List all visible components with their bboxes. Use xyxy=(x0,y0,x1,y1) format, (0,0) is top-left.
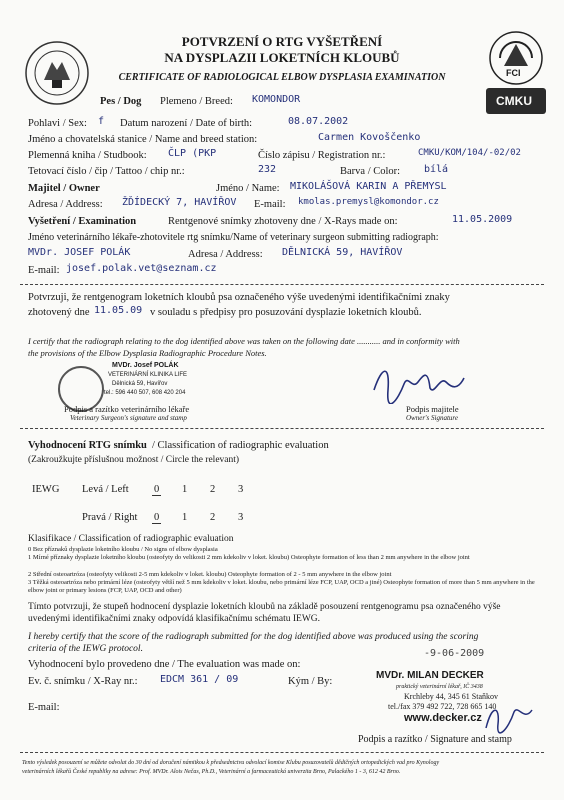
xray-date-label: Rentgenové snímky zhotoveny dne / X-Rays made on: xyxy=(168,216,398,227)
owner-email-label: E-mail: xyxy=(254,199,286,210)
eval-email-label: E-mail: xyxy=(28,702,60,713)
classification-title: Klasifikace / Classification of radiographic evaluation xyxy=(28,534,234,544)
by-label: Kým / By: xyxy=(288,676,333,687)
owner-email-value: kmolas.premysl@komondor.cz xyxy=(298,197,439,207)
stamp-line2: VETERINÁRNÍ KLINIKA LIFE xyxy=(108,372,188,378)
decker-name: MVDr. MILAN DECKER xyxy=(376,670,484,681)
vet-address-label: Adresa / Address: xyxy=(188,249,263,260)
right-grade-0: 0 xyxy=(154,512,160,523)
left-label: Levá / Left xyxy=(82,484,129,495)
eval-date-label: Vyhodnocení bylo provedeno dne / The evaluation was made on: xyxy=(28,659,301,670)
tattoo-label: Tetovací číslo / čip / Tattoo / chip nr.: xyxy=(28,166,185,177)
divider-1 xyxy=(20,284,544,285)
footer-line2: veterinárních lékařů České republiky na adrese: Prof. MVDr. Alois Nečas, Ph.D., Veterinární a farmaceutická univerzita Brno, Palackého 1 - 3, 612 42 Brno. xyxy=(22,769,401,775)
owner-name-value: MIKOLÁŠOVÁ KARIN A PŘEMYSL xyxy=(290,181,447,192)
right-grade-1: 1 xyxy=(182,512,188,523)
vet-signature-label-en: Veterinary Surgeon's signature and stamp xyxy=(70,414,187,422)
decker-web: www.decker.cz xyxy=(404,712,482,724)
cmku-logo xyxy=(486,88,546,114)
owner-signature-label-en: Owner's Signature xyxy=(406,414,458,422)
title-line2: NA DYSPLAZII LOKETNÍCH KLOUBŮ xyxy=(164,50,400,65)
confirm-cz-date: 11.05.09 xyxy=(94,305,143,316)
confirm-en-line2: the provisions of the Elbow Dysplasia Radiographic Procedure Notes. xyxy=(28,348,267,358)
decker-addr: Krchleby 44, 345 61 Staňkov xyxy=(404,692,498,701)
dog-name-label: Jméno a chovatelská stanice / Name and breed station: xyxy=(28,134,258,145)
right-label: Pravá / Right xyxy=(82,512,138,523)
stamp-line3: Dělnická 59, Havířov xyxy=(112,381,168,387)
evaluation-hint: (Zakroužkujte příslušnou možnost / Circle the relevant) xyxy=(28,455,240,465)
decker-signature-scribble xyxy=(480,700,540,736)
fci-logo-text: FCI xyxy=(506,68,521,78)
tattoo-value: 232 xyxy=(258,164,277,175)
evaluation-title: Vyhodnocení RTG snímku xyxy=(28,440,147,451)
class-1: 1 Mírné příznaky dysplazie loketního kloubu (osteofyty do velikosti 2 mm kdekoliv v loket. kloubu) Osteophyte formation of less than 2 mm anywhere in the elbow joint xyxy=(28,554,470,561)
left-grade-0: 0 xyxy=(154,484,160,495)
owner-name-label: Jméno / Name: xyxy=(216,183,280,194)
confirm-cz-line1: Potvrzuji, že rentgenogram loketních kloubů psa označeného výše uvedenými identifikačními znaky xyxy=(28,292,450,303)
color-value: bílá xyxy=(424,164,449,175)
stamp-line4: tel.: 596 440 507, 608 420 204 xyxy=(104,390,186,396)
xray-nr-label: Ev. č. snímku / X-Ray nr.: xyxy=(28,676,138,687)
decker-sub: praktický veterinární lékař, IČ 3438 xyxy=(396,684,483,690)
vet-email-label: E-mail: xyxy=(28,265,60,276)
confirm-cz-line2b: v souladu s předpisy pro posuzování dysplazie loketních kloubů. xyxy=(150,307,422,318)
breed-label: Plemeno / Breed: xyxy=(160,96,233,107)
footer-line1: Tento výsledek posouzení se můžete odvolat do 30 dní od doručení námitkou k předsednictvu odvolací komise Klubu posuzovatelů dědičných ortopedických vad pro Kynology xyxy=(22,760,440,766)
vet-signature-label: Podpis a razítko veterinárního lékaře xyxy=(64,404,190,414)
iewg-label: IEWG xyxy=(32,484,60,495)
right-grade-3: 3 xyxy=(238,512,244,523)
subtitle-en: CERTIFICATE OF RADIOLOGICAL ELBOW DYSPLASIA EXAMINATION xyxy=(118,72,446,83)
dob-value: 08.07.2002 xyxy=(288,116,349,127)
owner-address-value: ŽĎÍDECKÝ 7, HAVÍŘOV xyxy=(122,197,237,208)
divider-2 xyxy=(20,428,544,429)
divider-3 xyxy=(20,752,544,753)
statement-cz1: Tímto potvrzuji, že stupeň hodnocení dysplazie loketních kloubů na základě posouzení rentgenogramu psa označeného výše xyxy=(28,602,501,612)
stamp-line1: MVDr. Josef POLÁK xyxy=(112,362,179,369)
class-2: 2 Střední osteoartróza (osteofyty velikosti 2-5 mm kdekoliv v loket. kloubu) Osteophyte formation of 2 - 5 mm anywhere in the elbow joint xyxy=(28,571,392,578)
cmku-logo-text: CMKU xyxy=(496,94,532,108)
class-0: 0 Bez příznaků dysplazie loketního kloubu / No signs of elbow dysplasia xyxy=(28,546,218,553)
vet-address-value: DĚLNICKÁ 59, HAVÍŘOV xyxy=(282,247,403,258)
vet-name-label: Jméno veterinárního lékaře-zhotovitele rtg snímku/Name of veterinary surgeon submitting radiograph: xyxy=(28,232,439,243)
dog-name-value: Carmen Kovoščenko xyxy=(318,132,421,143)
left-grade-2: 2 xyxy=(210,484,216,495)
statement-en1: I hereby certify that the score of the radiograph submitted for the dog identified above was produced using the scoring xyxy=(28,632,479,642)
eval-date-value: -9-06-2009 xyxy=(424,648,485,659)
vet-email-value: josef.polak.vet@seznam.cz xyxy=(66,263,217,274)
dob-label: Datum narození / Date of birth: xyxy=(120,118,253,129)
color-label: Barva / Color: xyxy=(340,166,401,177)
registration-label: Číslo zápisu / Registration nr.: xyxy=(258,150,386,161)
class-3: 3 Těžká osteoartróza nebo primární léze (osteofyty větší než 5 mm kdekoliv v loket. kloubu, nebo primární léze FCP, UAP, OCD a jiné) Osteophyte formation of more than 5 mm anywhere in the elbow joint or primary lesions (FCP, UAP, OCD and other) xyxy=(28,579,535,594)
registration-value: CMKU/KOM/104/-02/02 xyxy=(418,148,521,158)
owner-address-label: Adresa / Address: xyxy=(28,199,103,210)
exam-label: Vyšetření / Examination xyxy=(28,216,137,227)
confirm-en-line1: I certify that the radiograph relating to the dog identified above was taken on the following date ........... and in conformity with xyxy=(28,336,460,346)
left-grade-3: 3 xyxy=(238,484,244,495)
title-line1: POTVRZENÍ O RTG VYŠETŘENÍ xyxy=(181,34,383,49)
statement-en2: criteria of the IEWG protocol. xyxy=(28,644,143,654)
right-grade-2: 2 xyxy=(210,512,216,523)
confirm-cz-line2a: zhotovený dne xyxy=(28,307,90,318)
owner-signature-scribble xyxy=(368,360,478,404)
vet-name-value: MVDr. JOSEF POLÁK xyxy=(28,247,131,258)
owner-signature-label: Podpis majitele xyxy=(406,404,459,414)
owner-label: Majitel / Owner xyxy=(28,183,100,194)
studbook-value: ČLP (PKP xyxy=(168,148,217,159)
vet-stamp-box xyxy=(104,362,214,402)
studbook-label: Plemenná kniha / Studbook: xyxy=(28,150,147,161)
evaluation-title-en: / Classification of radiographic evaluation xyxy=(152,440,329,451)
xray-nr-value: EDCM 361 / 09 xyxy=(160,674,239,685)
left-grade-1: 1 xyxy=(182,484,188,495)
xray-date-value: 11.05.2009 xyxy=(452,214,513,225)
pes-label: Pes / Dog xyxy=(100,96,142,107)
eval-signature-label: Podpis a razítko / Signature and stamp xyxy=(358,734,512,745)
sex-label: Pohlavi / Sex: xyxy=(28,118,87,129)
breed-value: KOMONDOR xyxy=(252,94,301,105)
decker-tel: tel./fax 379 492 722, 728 665 140 xyxy=(388,702,497,711)
statement-cz2: uvedenými identifikačními znaky odpovídá klasifikačnímu schématu IEWG. xyxy=(28,614,321,624)
sex-value: f xyxy=(98,116,105,127)
